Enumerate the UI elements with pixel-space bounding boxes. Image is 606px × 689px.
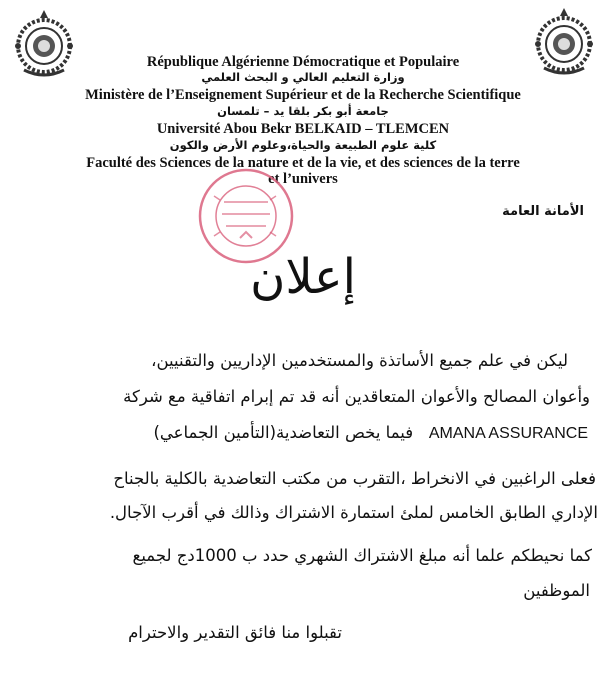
general-secretariat-label: الأمانة العامة — [502, 204, 584, 219]
ministry-arabic: وزارة التعليم العالي و البحث العلمي — [201, 70, 405, 84]
body-line-4: فعلى الراغبين في الانخراط ،التقرب من مكتب التعاضدية بالكلية بالجناح — [113, 469, 596, 488]
body-line-3-text: فيما يخص التعاضدية(التأمين الجماعي) — [153, 423, 414, 442]
faculty-title: Faculté des Sciences de la nature et de la vie, et des sciences de la terre — [86, 155, 520, 171]
body-line-2: وأعوان المصالح والأعوان المتعاقدين أنه قد تم إبرام اتفاقية مع شركة — [123, 387, 590, 406]
faculty-arabic: كلية علوم الطبيعة والحياة،وعلوم الأرض والكون — [169, 138, 437, 152]
company-name: AMANA ASSURANCE — [428, 425, 588, 442]
closing-line: تقبلوا منا فائق التقدير والاحترام — [128, 623, 342, 642]
body-line-6: كما نحيطكم علما أنه مبلغ الاشتراك الشهري حدد ب 1000دج لجميع — [132, 546, 592, 565]
body-line-5: الإداري الطابق الخامس لملئ استمارة الاشتراك وذالك في أقرب الآجال. — [109, 503, 598, 522]
faculty-title-continued: et l’univers — [268, 171, 338, 187]
body-line-3 — [153, 420, 588, 447]
ministry-title: Ministère de l’Enseignement Supérieur et de la Recherche Scientifique — [85, 87, 521, 103]
university-arabic: جامعة أبو بكر بلقا يد – تلمسان — [217, 104, 389, 118]
republic-title: République Algérienne Démocratique et Populaire — [146, 54, 460, 70]
body-line-1: ليكن في علم جميع الأساتذة والمستخدمين الإداريين والتقنيين، — [151, 351, 568, 370]
body-line-7: الموظفين — [523, 581, 590, 600]
university-title: Université Abou Bekr BELKAID – TLEMCEN — [156, 121, 450, 137]
announcement-title: إعلان — [250, 249, 356, 305]
